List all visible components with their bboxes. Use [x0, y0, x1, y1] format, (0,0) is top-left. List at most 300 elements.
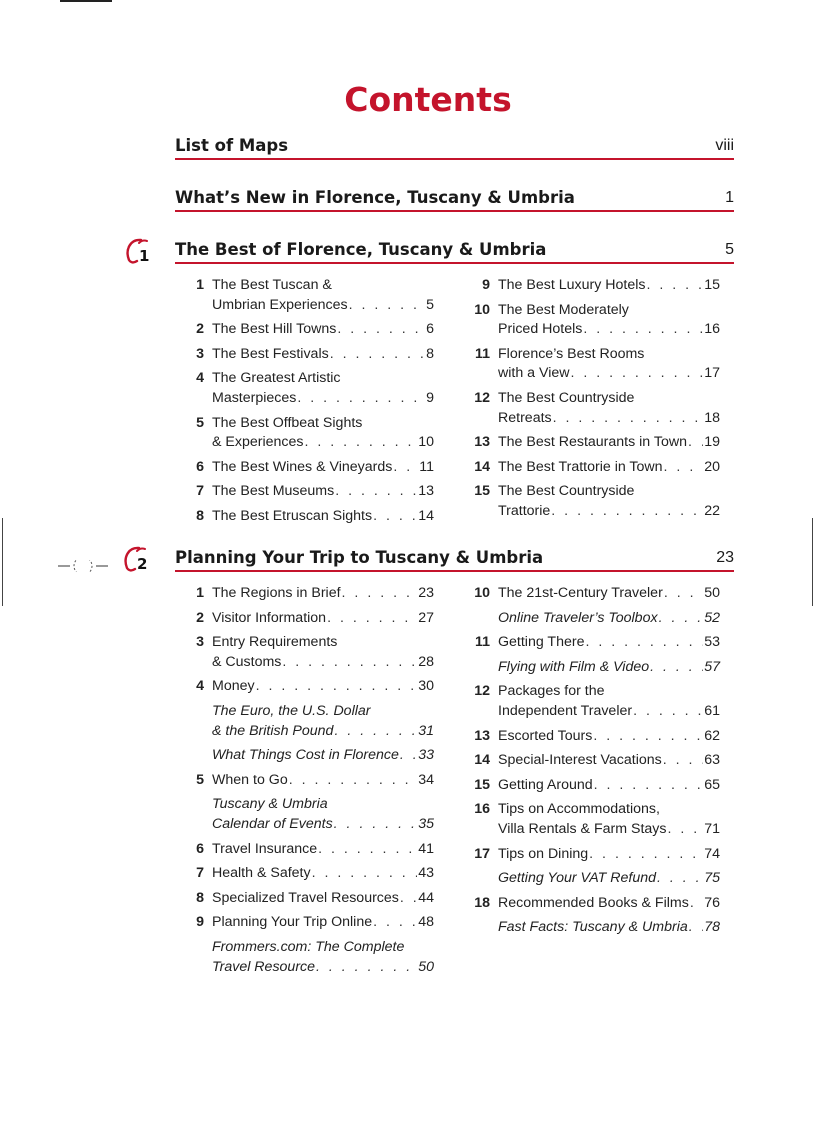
entry-text [212, 276, 434, 315]
dot-leader [400, 746, 417, 766]
entry-line [498, 894, 720, 914]
entry-number: 13 [474, 434, 490, 451]
entry-label: The Best Etruscan Sights [212, 507, 373, 524]
dot-leader [337, 320, 425, 340]
entry-label: Tips on Dining [498, 845, 589, 862]
entry-number: 8 [196, 889, 204, 906]
entry-page: 48 [418, 914, 434, 931]
toc-entry[interactable] [176, 584, 434, 604]
entry-number: 9 [482, 277, 490, 293]
entry-text [498, 433, 720, 453]
entry-number: 10 [474, 301, 490, 318]
entry-label: Special-Interest Vacations [498, 752, 662, 769]
entry-line [212, 433, 434, 453]
entry-line [498, 800, 720, 820]
entry-page: 35 [418, 815, 434, 832]
entry-text [498, 800, 720, 839]
section-page: 1 [725, 189, 734, 206]
dot-leader [282, 653, 417, 673]
toc-entry[interactable] [176, 840, 434, 860]
entry-page: 10 [418, 434, 434, 451]
toc-entry[interactable] [176, 771, 434, 791]
toc-entry[interactable] [462, 482, 720, 521]
entry-line [498, 682, 720, 702]
dot-leader [335, 482, 417, 502]
entry-page: 52 [704, 609, 720, 626]
entry-line [498, 918, 720, 938]
entry-line [212, 746, 434, 766]
entry-label: The Regions in Brief [212, 585, 341, 601]
entry-label: Getting There [498, 634, 585, 651]
entry-label: What Things Cost in Florence [212, 747, 399, 764]
entry-line [498, 702, 720, 722]
entry-page: 22 [704, 502, 720, 519]
entry-text [498, 345, 720, 384]
section-page: viii [715, 137, 734, 154]
entry-text [498, 918, 720, 938]
entry-label: with a View [498, 365, 570, 382]
entry-text [212, 889, 434, 909]
dot-leader [633, 702, 703, 722]
entry-line [212, 389, 434, 409]
entry-line [212, 653, 434, 673]
toc-entry[interactable] [176, 609, 434, 629]
entry-label: Tips on Accommodations, [498, 801, 660, 818]
dot-leader [297, 389, 425, 409]
entry-text [212, 938, 434, 977]
toc-entry[interactable] [462, 751, 720, 771]
dot-leader [553, 409, 704, 429]
crop-mark-icon [58, 560, 108, 572]
entry-page: 20 [704, 458, 720, 475]
entry-page: 53 [704, 634, 720, 651]
entry-line [498, 409, 720, 429]
entry-page: 50 [418, 958, 434, 975]
section-page: 5 [725, 241, 734, 258]
entry-page: 11 [419, 458, 434, 475]
entry-number: 7 [196, 483, 204, 500]
section-page: 23 [716, 549, 734, 566]
dot-leader [586, 633, 704, 653]
section-title: The Best of Florence, Tuscany & Umbria [175, 240, 547, 259]
entry-line [498, 633, 720, 653]
entry-text [498, 609, 720, 629]
entry-text [498, 276, 720, 296]
entry-label: Health & Safety [212, 865, 311, 882]
entry-page: 75 [704, 870, 720, 887]
entry-page: 44 [418, 889, 434, 906]
entry-line [212, 609, 434, 629]
entry-number: 3 [196, 634, 204, 651]
entry-label: Fast Facts: Tuscany & Umbria [498, 919, 688, 936]
entry-page: 63 [704, 752, 720, 769]
entry-label: The Best Luxury Hotels [498, 277, 646, 293]
entry-text [212, 795, 434, 834]
toc-entry[interactable] [176, 864, 434, 884]
entry-number: 1 [196, 585, 204, 601]
toc-entry[interactable] [176, 320, 434, 340]
entry-page: 41 [418, 840, 434, 857]
entry-text [212, 633, 434, 672]
entry-label: Travel Insurance [212, 840, 318, 857]
entry-page: 43 [418, 865, 434, 882]
entry-number: 9 [196, 914, 204, 931]
entry-line [212, 702, 434, 722]
entry-label: Recommended Books & Films [498, 894, 689, 911]
entry-page: 30 [418, 678, 434, 695]
toc-entry[interactable] [176, 276, 434, 315]
dot-leader [393, 458, 418, 478]
entry-text [212, 414, 434, 453]
chapter-1-marker-icon [125, 236, 167, 266]
page-edge-left [2, 518, 3, 606]
entry-line [212, 722, 434, 742]
dot-leader [400, 889, 417, 909]
toc-subentry[interactable] [498, 869, 720, 889]
dot-leader [312, 864, 418, 884]
entry-page: 18 [704, 409, 720, 426]
entry-page: 27 [418, 609, 434, 626]
dot-leader [657, 869, 703, 889]
dot-leader [304, 433, 417, 453]
entry-line [498, 345, 720, 365]
entry-label: Money [212, 678, 255, 695]
entry-line [212, 633, 434, 653]
entry-line [212, 276, 434, 296]
dot-leader [690, 894, 703, 914]
entry-line [498, 658, 720, 678]
dot-leader [646, 276, 703, 296]
entry-text [212, 609, 434, 629]
entry-page: 50 [704, 585, 720, 601]
entry-line [212, 369, 434, 389]
entry-label: The Best Restaurants in Town [498, 434, 688, 451]
entry-line [498, 502, 720, 522]
svg-text:1: 1 [139, 247, 150, 265]
entry-number: 4 [196, 678, 204, 695]
entry-page: 13 [418, 483, 434, 500]
dot-leader [589, 845, 703, 865]
toc-entry[interactable] [176, 414, 434, 453]
toc-entry[interactable] [462, 458, 720, 478]
toc-entry[interactable] [462, 389, 720, 428]
dot-leader [330, 345, 425, 365]
entry-number: 5 [196, 771, 204, 788]
entry-line [498, 584, 720, 604]
entry-label: & Customs [212, 653, 282, 670]
entry-line [498, 276, 720, 296]
entry-label: Tuscany & Umbria [212, 796, 328, 813]
entry-number: 2 [196, 609, 204, 626]
entry-label: Independent Traveler [498, 702, 633, 719]
entry-text [212, 369, 434, 408]
dot-leader [373, 913, 417, 933]
toc-subentry[interactable] [212, 702, 434, 741]
entry-page: 65 [704, 776, 720, 793]
entry-line [498, 320, 720, 340]
dot-leader [664, 584, 703, 604]
svg-text:2: 2 [137, 555, 148, 573]
entry-label: The Best Offbeat Sights [212, 414, 363, 431]
entry-text [498, 389, 720, 428]
toc-entry[interactable] [462, 433, 720, 453]
entry-text [212, 913, 434, 933]
entry-text [212, 345, 434, 365]
entry-text [498, 301, 720, 340]
toc-subentry[interactable] [212, 938, 434, 977]
entry-number: 15 [474, 483, 490, 500]
entry-line [212, 815, 434, 835]
dot-leader [373, 507, 417, 527]
dot-leader [316, 958, 417, 978]
entry-page: 34 [418, 771, 434, 788]
toc-subentry[interactable] [212, 795, 434, 834]
entry-label: The Best Wines & Vineyards [212, 458, 393, 475]
entry-line [498, 389, 720, 409]
entry-line [212, 913, 434, 933]
entry-number: 15 [474, 776, 490, 793]
entry-text [212, 677, 434, 697]
toc-subentry[interactable] [498, 609, 720, 629]
entry-line [212, 958, 434, 978]
entry-label: The Best Tuscan & [212, 277, 332, 293]
toc-entry[interactable] [462, 894, 720, 914]
entry-text [498, 869, 720, 889]
toc-entry[interactable] [176, 633, 434, 672]
entry-line [498, 869, 720, 889]
entry-line [212, 677, 434, 697]
entry-page: 71 [704, 820, 720, 837]
entry-page: 23 [418, 585, 434, 601]
dot-leader [667, 820, 703, 840]
toc-subentry[interactable] [212, 746, 434, 766]
entry-number: 18 [474, 894, 490, 911]
dot-leader [659, 609, 704, 629]
entry-page: 74 [704, 845, 720, 862]
entry-number: 4 [196, 370, 204, 387]
entry-label: Retreats [498, 409, 552, 426]
toc-entry[interactable] [462, 845, 720, 865]
toc-entry[interactable] [176, 482, 434, 502]
chapter-1-right-column [462, 276, 720, 527]
entry-label: The Best Museums [212, 483, 335, 500]
entry-text [212, 771, 434, 791]
entry-page: 9 [426, 389, 434, 406]
top-rule [60, 0, 112, 2]
chapter-1-left-column [176, 276, 434, 532]
entry-label: The Best Trattorie in Town [498, 458, 663, 475]
dot-leader [256, 677, 418, 697]
entry-number: 13 [474, 727, 490, 744]
entry-line [212, 296, 434, 316]
toc-entry[interactable] [462, 682, 720, 721]
toc-entry[interactable] [176, 369, 434, 408]
entry-number: 1 [196, 277, 204, 293]
entry-line [212, 840, 434, 860]
chapter-2-left-column [176, 584, 434, 982]
dot-leader [583, 320, 703, 340]
entry-label: Masterpieces [212, 389, 297, 406]
entry-number: 17 [474, 845, 490, 862]
entry-line [498, 482, 720, 502]
dot-leader [342, 584, 418, 604]
entry-number: 16 [474, 801, 490, 818]
entry-line [498, 433, 720, 453]
entry-line [212, 414, 434, 434]
entry-line [212, 864, 434, 884]
entry-number: 3 [196, 345, 204, 362]
entry-page: 78 [704, 919, 720, 936]
entry-label: Planning Your Trip Online [212, 914, 373, 931]
entry-page: 15 [704, 277, 720, 293]
entry-label: Trattorie [498, 502, 551, 519]
entry-line [212, 320, 434, 340]
chapter-2-heading[interactable] [175, 548, 734, 572]
entry-line [498, 458, 720, 478]
entry-page: 16 [704, 321, 720, 338]
entry-page: 28 [418, 653, 434, 670]
section-title: Planning Your Trip to Tuscany & Umbria [175, 548, 544, 567]
entry-number: 7 [196, 865, 204, 882]
toc-entry[interactable] [462, 633, 720, 653]
entry-line [212, 771, 434, 791]
toc-entry[interactable] [176, 677, 434, 697]
entry-label: The Greatest Artistic [212, 370, 341, 387]
dot-leader [349, 296, 425, 316]
entry-number: 12 [474, 389, 490, 406]
entry-line [212, 584, 434, 604]
entry-number: 10 [474, 585, 490, 601]
entry-label: Online Traveler’s Toolbox [498, 609, 658, 626]
entry-number: 8 [196, 507, 204, 524]
section-title: List of Maps [175, 136, 289, 155]
entry-text [498, 776, 720, 796]
entry-label: Travel Resource [212, 958, 316, 975]
dot-leader [318, 840, 417, 860]
toc-entry[interactable] [176, 507, 434, 527]
entry-label: & the British Pound [212, 722, 334, 739]
entry-line [212, 938, 434, 958]
entry-label: Flying with Film & Video [498, 658, 650, 675]
toc-entry[interactable] [176, 889, 434, 909]
entry-label: Visitor Information [212, 609, 327, 626]
entry-label: Entry Requirements [212, 634, 338, 651]
toc-entry[interactable] [176, 458, 434, 478]
entry-number: 14 [474, 752, 490, 769]
entry-page: 33 [418, 747, 434, 764]
entry-text [212, 746, 434, 766]
entry-label: Priced Hotels [498, 321, 583, 338]
entry-number: 11 [475, 345, 490, 362]
entry-text [498, 682, 720, 721]
toc-entry[interactable] [176, 345, 434, 365]
entry-page: 8 [426, 345, 434, 362]
toc-entry[interactable] [462, 800, 720, 839]
entry-line [212, 889, 434, 909]
entry-text [498, 458, 720, 478]
entry-number: 6 [196, 840, 204, 857]
dot-leader [289, 771, 418, 791]
entry-label: Specialized Travel Resources [212, 889, 399, 906]
entry-page: 19 [704, 434, 720, 451]
entry-label: The Best Festivals [212, 345, 329, 362]
dot-leader [334, 722, 417, 742]
entry-line [212, 482, 434, 502]
entry-number: 11 [475, 634, 490, 651]
entry-label: Calendar of Events [212, 815, 333, 832]
entry-text [498, 482, 720, 521]
dot-leader [593, 727, 703, 747]
entry-label: Umbrian Experiences [212, 296, 348, 313]
entry-label: Escorted Tours [498, 727, 593, 744]
dot-leader [689, 918, 703, 938]
section-whats-new[interactable] [175, 188, 734, 212]
entry-line [212, 458, 434, 478]
entry-page: 17 [704, 365, 720, 382]
entry-text [498, 845, 720, 865]
dot-leader [594, 776, 704, 796]
entry-text [498, 658, 720, 678]
entry-page: 76 [704, 894, 720, 911]
entry-label: The Best Countryside [498, 483, 635, 500]
entry-label: The 21st-Century Traveler [498, 585, 663, 601]
entry-text [212, 320, 434, 340]
toc-entry[interactable] [462, 776, 720, 796]
entry-number: 6 [196, 458, 204, 475]
toc-subentry[interactable] [498, 658, 720, 678]
toc-entry[interactable] [462, 584, 720, 604]
toc-subentry[interactable] [498, 918, 720, 938]
entry-line [212, 507, 434, 527]
dot-leader [688, 433, 703, 453]
toc-entry[interactable] [176, 913, 434, 933]
entry-text [212, 482, 434, 502]
entry-text [498, 894, 720, 914]
page-title: Contents [344, 80, 512, 119]
toc-entry[interactable] [462, 727, 720, 747]
entry-label: The Best Countryside [498, 389, 635, 406]
entry-line [498, 364, 720, 384]
toc-entry[interactable] [462, 276, 720, 296]
entry-number: 14 [474, 458, 490, 475]
entry-line [212, 795, 434, 815]
dot-leader [663, 751, 703, 771]
entry-page: 14 [418, 507, 434, 524]
chapter-1-heading[interactable] [175, 240, 734, 264]
entry-label: The Best Moderately [498, 301, 629, 318]
entry-line [212, 345, 434, 365]
entry-page: 57 [704, 658, 720, 675]
dot-leader [327, 609, 417, 629]
entry-label: Packages for the [498, 683, 605, 700]
entry-label: Getting Your VAT Refund [498, 870, 656, 887]
entry-number: 5 [196, 414, 204, 431]
toc-entry[interactable] [462, 301, 720, 340]
section-list-of-maps[interactable] [175, 136, 734, 160]
entry-text [212, 702, 434, 741]
entry-line [498, 609, 720, 629]
entry-text [212, 507, 434, 527]
dot-leader [334, 815, 418, 835]
entry-label: & Experiences [212, 434, 304, 451]
entry-text [498, 727, 720, 747]
dot-leader [571, 364, 704, 384]
entry-number: 2 [196, 321, 204, 338]
entry-label: The Euro, the U.S. Dollar [212, 702, 371, 719]
entry-text [498, 633, 720, 653]
toc-entry[interactable] [462, 345, 720, 384]
entry-label: When to Go [212, 771, 288, 788]
